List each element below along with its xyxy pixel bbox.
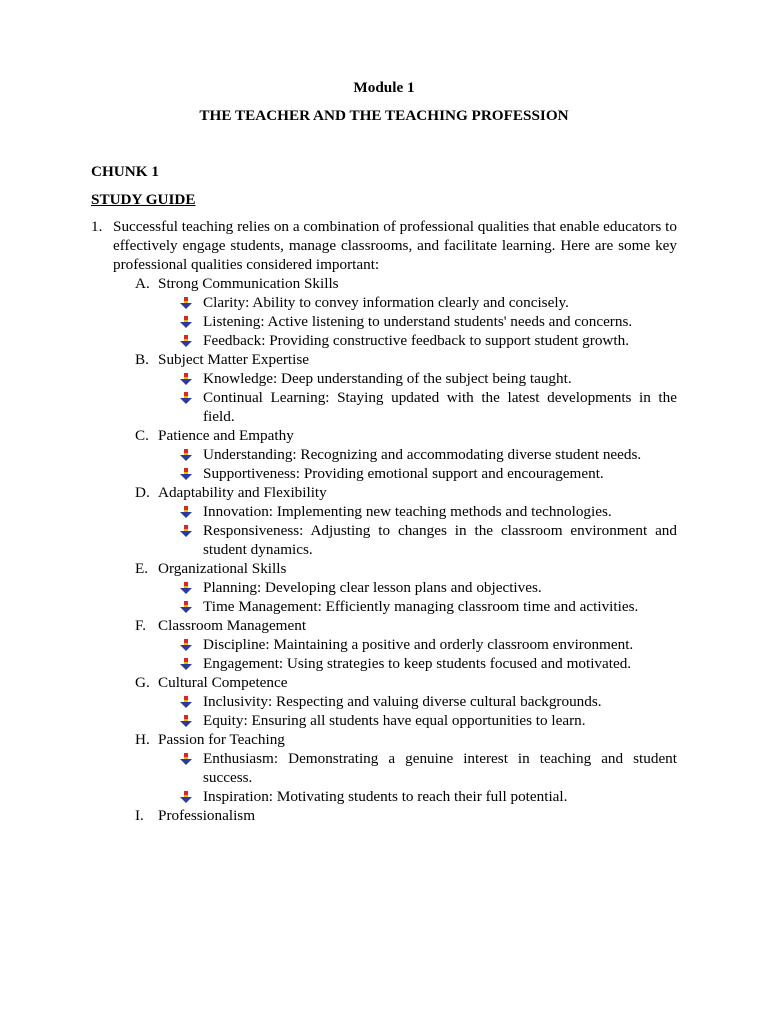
section-h (113, 730, 677, 749)
bullet-item (113, 711, 677, 730)
bullet-item (113, 312, 677, 331)
section-title: Organizational Skills (158, 560, 287, 577)
section-title: Adaptability and Flexibility (158, 484, 327, 501)
down-arrow-bullet-icon (180, 753, 192, 765)
bullet-item (113, 331, 677, 350)
section-b (113, 350, 677, 369)
down-arrow-bullet-icon (180, 373, 192, 385)
bullet-text: Feedback: Providing constructive feedback to support student growth. (203, 332, 629, 349)
list-item-1 (91, 217, 677, 825)
bullet-item (113, 635, 677, 654)
bullet-text: Understanding: Recognizing and accommodating diverse student needs. (203, 446, 642, 463)
section-letter: I. (135, 807, 144, 824)
bullet-item (113, 293, 677, 312)
bullet-text: Planning: Developing clear lesson plans and objectives. (203, 579, 542, 596)
bullet-text: Inspiration: Motivating students to reach their full potential. (203, 788, 568, 805)
bullet-item (113, 578, 677, 597)
bullet-text: Knowledge: Deep understanding of the subject being taught. (203, 370, 572, 387)
bullet-item (113, 369, 677, 388)
section-a (113, 274, 677, 293)
section-letter: C. (135, 427, 149, 444)
section-title: Cultural Competence (158, 674, 288, 691)
bullet-item (113, 787, 677, 806)
bullet-text: Responsiveness: Adjusting to changes in the classroom environment and student dynamics. (203, 522, 677, 558)
study-guide-content (91, 217, 677, 825)
down-arrow-bullet-icon (180, 335, 192, 347)
section-g (113, 673, 677, 692)
section-letter: D. (135, 484, 150, 501)
section-title: Patience and Empathy (158, 427, 294, 444)
chunk-heading: CHUNK 1 (91, 163, 159, 180)
down-arrow-bullet-icon (180, 582, 192, 594)
down-arrow-bullet-icon (180, 658, 192, 670)
section-e (113, 559, 677, 578)
bullet-item (113, 521, 677, 559)
bullet-item (113, 597, 677, 616)
down-arrow-bullet-icon (180, 297, 192, 309)
bullet-text: Innovation: Implementing new teaching methods and technologies. (203, 503, 612, 520)
section-c (113, 426, 677, 445)
bullet-text: Engagement: Using strategies to keep students focused and motivated. (203, 655, 632, 672)
bullet-item (113, 692, 677, 711)
down-arrow-bullet-icon (180, 639, 192, 651)
bullet-item (113, 749, 677, 787)
bullet-item (113, 502, 677, 521)
section-d (113, 483, 677, 502)
section-letter: F. (135, 617, 147, 634)
bullet-item (113, 388, 677, 426)
down-arrow-bullet-icon (180, 715, 192, 727)
bullet-text: Time Management: Efficiently managing classroom time and activities. (203, 598, 639, 615)
bullet-text: Discipline: Maintaining a positive and orderly classroom environment. (203, 636, 634, 653)
section-letter: H. (135, 731, 150, 748)
section-title: Classroom Management (158, 617, 307, 634)
down-arrow-bullet-icon (180, 791, 192, 803)
down-arrow-bullet-icon (180, 449, 192, 461)
down-arrow-bullet-icon (180, 525, 192, 537)
section-title: Strong Communication Skills (158, 275, 339, 292)
section-letter: B. (135, 351, 149, 368)
bullet-text: Enthusiasm: Demonstrating a genuine interest in teaching and student success. (203, 750, 677, 786)
section-title: Subject Matter Expertise (158, 351, 309, 368)
down-arrow-bullet-icon (180, 392, 192, 404)
page-title: THE TEACHER AND THE TEACHING PROFESSION (199, 107, 569, 124)
section-title: Professionalism (158, 807, 256, 824)
section-i (113, 806, 677, 825)
bullet-text: Listening: Active listening to understand students' needs and concerns. (203, 313, 633, 330)
list-item-number: 1. (91, 218, 103, 235)
section-f (113, 616, 677, 635)
list-item-text: Successful teaching relies on a combination of professional qualities that enable educators to effectively engage students, manage classrooms, and facilitate learning. Here are some key professional qualities considered important: (113, 218, 677, 273)
bullet-item (113, 464, 677, 483)
down-arrow-bullet-icon (180, 601, 192, 613)
down-arrow-bullet-icon (180, 468, 192, 480)
bullet-text: Inclusivity: Respecting and valuing diverse cultural backgrounds. (203, 693, 602, 710)
down-arrow-bullet-icon (180, 696, 192, 708)
section-title: Passion for Teaching (158, 731, 285, 748)
section-letter: E. (135, 560, 149, 577)
bullet-text: Clarity: Ability to convey information clearly and concisely. (203, 294, 569, 311)
down-arrow-bullet-icon (180, 506, 192, 518)
study-guide-heading: STUDY GUIDE (91, 191, 196, 208)
bullet-text: Supportiveness: Providing emotional support and encouragement. (203, 465, 604, 482)
module-label: Module 1 (353, 79, 415, 96)
qualities-list (113, 274, 677, 825)
section-letter: A. (135, 275, 150, 292)
bullet-text: Continual Learning: Staying updated with the latest developments in the field. (203, 389, 677, 425)
section-letter: G. (135, 674, 150, 691)
down-arrow-bullet-icon (180, 316, 192, 328)
bullet-item (113, 445, 677, 464)
bullet-text: Equity: Ensuring all students have equal opportunities to learn. (203, 712, 586, 729)
bullet-item (113, 654, 677, 673)
